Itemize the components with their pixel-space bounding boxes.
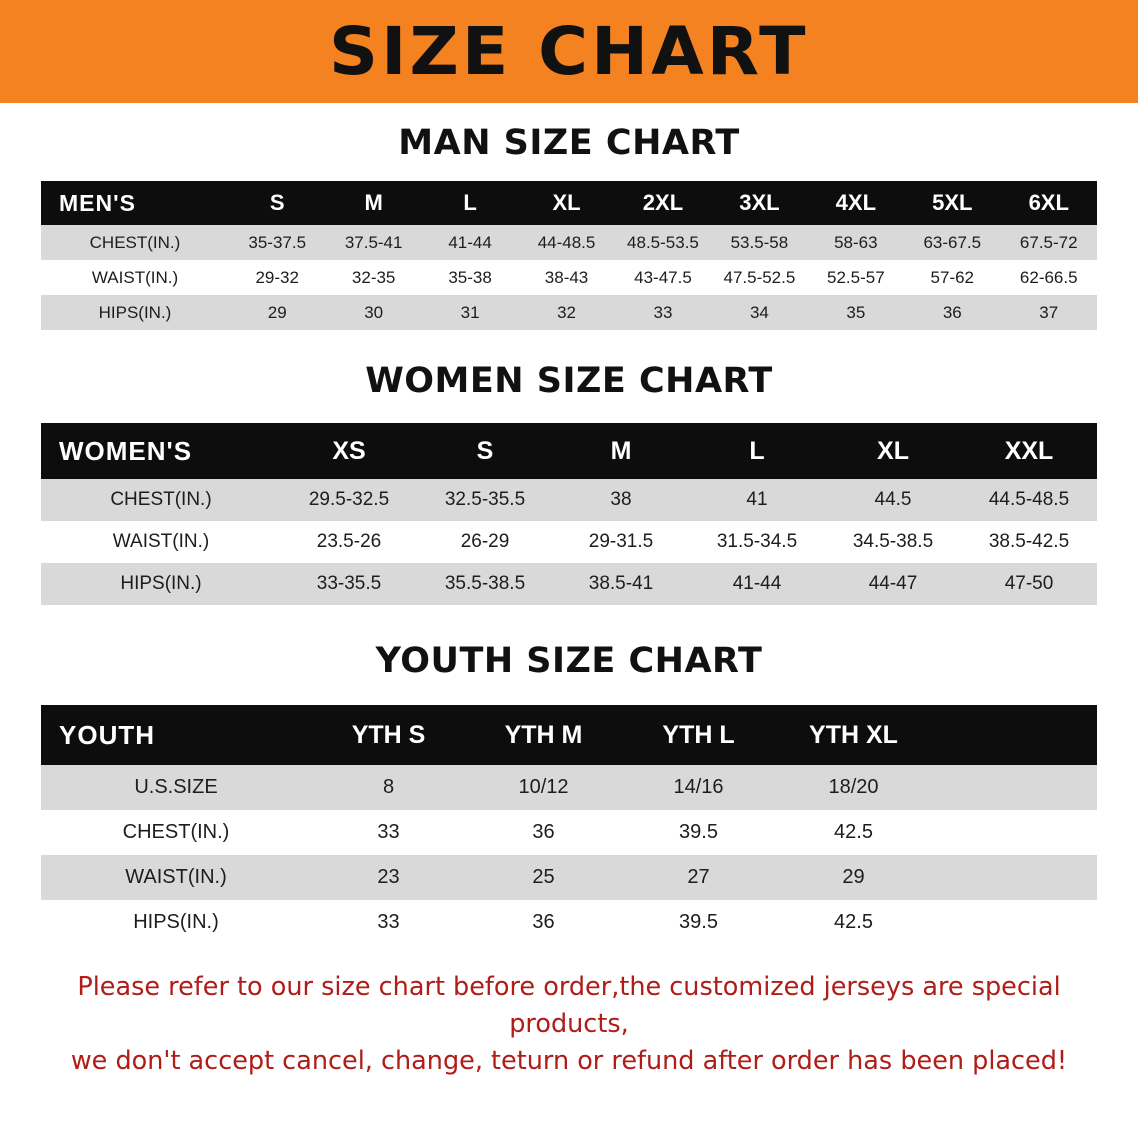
man-row-0-cell-1: 37.5-41 — [325, 225, 421, 260]
man-row-0-cell-0: 35-37.5 — [229, 225, 325, 260]
youth-size-table-wrapper — [41, 705, 1097, 945]
table-row — [41, 810, 1097, 855]
man-header-col-8: 6XL — [1001, 181, 1098, 225]
youth-row-2-cell-2: 27 — [621, 855, 776, 900]
women-table-body — [41, 479, 1097, 605]
women-header-corner: WOMEN'S — [41, 423, 281, 479]
women-row-0-label: CHEST(IN.) — [41, 479, 281, 521]
man-header-col-1: M — [325, 181, 421, 225]
youth-row-1-cell-1: 36 — [466, 810, 621, 855]
banner — [0, 0, 1138, 103]
women-row-2-cell-2: 38.5-41 — [553, 563, 689, 605]
women-header-col-2: M — [553, 423, 689, 479]
youth-row-0-cell-3: 18/20 — [776, 765, 931, 810]
man-row-0-cell-7: 63-67.5 — [904, 225, 1000, 260]
youth-row-3-cell-3: 42.5 — [776, 900, 931, 945]
table-header-row — [41, 181, 1097, 225]
table-row — [41, 260, 1097, 295]
man-header-col-2: L — [422, 181, 518, 225]
man-row-0-label: CHEST(IN.) — [41, 225, 229, 260]
disclaimer-line-1: Please refer to our size chart before order,the customized jerseys are special products, — [77, 972, 1061, 1039]
women-row-1-cell-5: 38.5-42.5 — [961, 521, 1097, 563]
women-row-1-cell-3: 31.5-34.5 — [689, 521, 825, 563]
women-size-table-wrapper — [41, 423, 1097, 605]
table-row — [41, 900, 1097, 945]
man-size-table — [41, 181, 1097, 330]
man-row-1-cell-7: 57-62 — [904, 260, 1000, 295]
man-header-col-3: XL — [518, 181, 614, 225]
man-row-1-cell-3: 38-43 — [518, 260, 614, 295]
man-section-heading: MAN SIZE CHART — [398, 123, 740, 163]
women-row-2-cell-3: 41-44 — [689, 563, 825, 605]
women-row-1-cell-4: 34.5-38.5 — [825, 521, 961, 563]
women-row-0-cell-1: 32.5-35.5 — [417, 479, 553, 521]
youth-row-2-cell-1: 25 — [466, 855, 621, 900]
youth-row-2-spacer — [931, 855, 1097, 900]
women-row-0-cell-4: 44.5 — [825, 479, 961, 521]
disclaimer-line-2: we don't accept cancel, change, teturn or refund after order has been placed! — [70, 1045, 1068, 1076]
man-row-2-cell-5: 34 — [711, 295, 807, 330]
youth-row-1-cell-3: 42.5 — [776, 810, 931, 855]
women-row-1-cell-2: 29-31.5 — [553, 521, 689, 563]
youth-row-3-label: HIPS(IN.) — [41, 900, 311, 945]
youth-section-heading: YOUTH SIZE CHART — [375, 641, 763, 681]
women-row-0-cell-5: 44.5-48.5 — [961, 479, 1097, 521]
man-row-0-cell-2: 41-44 — [422, 225, 518, 260]
women-row-0-cell-0: 29.5-32.5 — [281, 479, 417, 521]
man-row-2-cell-7: 36 — [904, 295, 1000, 330]
man-header-col-6: 4XL — [808, 181, 904, 225]
youth-row-0-label: U.S.SIZE — [41, 765, 311, 810]
table-row — [41, 225, 1097, 260]
man-header-col-0: S — [229, 181, 325, 225]
man-table-header — [41, 181, 1097, 225]
man-row-1-cell-4: 43-47.5 — [615, 260, 711, 295]
table-header-row — [41, 423, 1097, 479]
youth-header-corner: YOUTH — [41, 705, 311, 765]
youth-row-1-cell-2: 39.5 — [621, 810, 776, 855]
table-row — [41, 479, 1097, 521]
man-row-0-cell-5: 53.5-58 — [711, 225, 807, 260]
women-row-1-label: WAIST(IN.) — [41, 521, 281, 563]
youth-header-col-3: YTH XL — [776, 705, 931, 765]
women-row-2-cell-4: 44-47 — [825, 563, 961, 605]
youth-row-0-cell-2: 14/16 — [621, 765, 776, 810]
table-row — [41, 521, 1097, 563]
man-row-2-cell-0: 29 — [229, 295, 325, 330]
youth-row-3-cell-2: 39.5 — [621, 900, 776, 945]
man-row-2-cell-2: 31 — [422, 295, 518, 330]
man-row-2-cell-6: 35 — [808, 295, 904, 330]
table-row — [41, 295, 1097, 330]
youth-header-spacer — [931, 705, 1097, 765]
man-size-table-wrapper — [41, 181, 1097, 330]
man-row-2-cell-3: 32 — [518, 295, 614, 330]
table-row — [41, 765, 1097, 810]
man-row-0-cell-6: 58-63 — [808, 225, 904, 260]
man-row-1-cell-8: 62-66.5 — [1001, 260, 1098, 295]
women-header-col-3: L — [689, 423, 825, 479]
youth-header-col-0: YTH S — [311, 705, 466, 765]
women-row-0-cell-3: 41 — [689, 479, 825, 521]
youth-row-0-cell-0: 8 — [311, 765, 466, 810]
women-row-1-cell-1: 26-29 — [417, 521, 553, 563]
man-row-2-cell-1: 30 — [325, 295, 421, 330]
youth-row-3-cell-1: 36 — [466, 900, 621, 945]
youth-row-1-label: CHEST(IN.) — [41, 810, 311, 855]
table-row — [41, 563, 1097, 605]
youth-table-header — [41, 705, 1097, 765]
women-size-table — [41, 423, 1097, 605]
man-row-2-cell-8: 37 — [1001, 295, 1098, 330]
youth-size-table — [41, 705, 1097, 945]
man-row-1-cell-1: 32-35 — [325, 260, 421, 295]
women-header-col-4: XL — [825, 423, 961, 479]
man-header-corner: MEN'S — [41, 181, 229, 225]
youth-header-col-1: YTH M — [466, 705, 621, 765]
youth-row-1-spacer — [931, 810, 1097, 855]
youth-header-col-2: YTH L — [621, 705, 776, 765]
man-row-0-cell-3: 44-48.5 — [518, 225, 614, 260]
women-table-header — [41, 423, 1097, 479]
man-header-col-5: 3XL — [711, 181, 807, 225]
women-header-col-0: XS — [281, 423, 417, 479]
table-row — [41, 855, 1097, 900]
man-row-2-label: HIPS(IN.) — [41, 295, 229, 330]
women-row-2-cell-1: 35.5-38.5 — [417, 563, 553, 605]
women-row-2-cell-5: 47-50 — [961, 563, 1097, 605]
women-header-col-5: XXL — [961, 423, 1097, 479]
women-row-2-cell-0: 33-35.5 — [281, 563, 417, 605]
man-row-0-cell-8: 67.5-72 — [1001, 225, 1098, 260]
youth-row-0-cell-1: 10/12 — [466, 765, 621, 810]
women-header-col-1: S — [417, 423, 553, 479]
youth-row-3-cell-0: 33 — [311, 900, 466, 945]
man-header-col-7: 5XL — [904, 181, 1000, 225]
youth-row-1-cell-0: 33 — [311, 810, 466, 855]
youth-row-0-spacer — [931, 765, 1097, 810]
man-row-1-cell-5: 47.5-52.5 — [711, 260, 807, 295]
women-row-0-cell-2: 38 — [553, 479, 689, 521]
women-section-heading: WOMEN SIZE CHART — [365, 361, 773, 401]
man-row-1-cell-6: 52.5-57 — [808, 260, 904, 295]
banner-title: SIZE CHART — [329, 12, 809, 90]
man-row-1-label: WAIST(IN.) — [41, 260, 229, 295]
youth-row-2-cell-3: 29 — [776, 855, 931, 900]
table-header-row — [41, 705, 1097, 765]
man-table-body — [41, 225, 1097, 330]
disclaimer-note — [66, 969, 1072, 1080]
women-row-1-cell-0: 23.5-26 — [281, 521, 417, 563]
man-header-col-4: 2XL — [615, 181, 711, 225]
youth-table-body — [41, 765, 1097, 945]
youth-row-2-cell-0: 23 — [311, 855, 466, 900]
man-row-0-cell-4: 48.5-53.5 — [615, 225, 711, 260]
youth-row-3-spacer — [931, 900, 1097, 945]
man-row-1-cell-2: 35-38 — [422, 260, 518, 295]
man-row-2-cell-4: 33 — [615, 295, 711, 330]
women-row-2-label: HIPS(IN.) — [41, 563, 281, 605]
man-row-1-cell-0: 29-32 — [229, 260, 325, 295]
youth-row-2-label: WAIST(IN.) — [41, 855, 311, 900]
